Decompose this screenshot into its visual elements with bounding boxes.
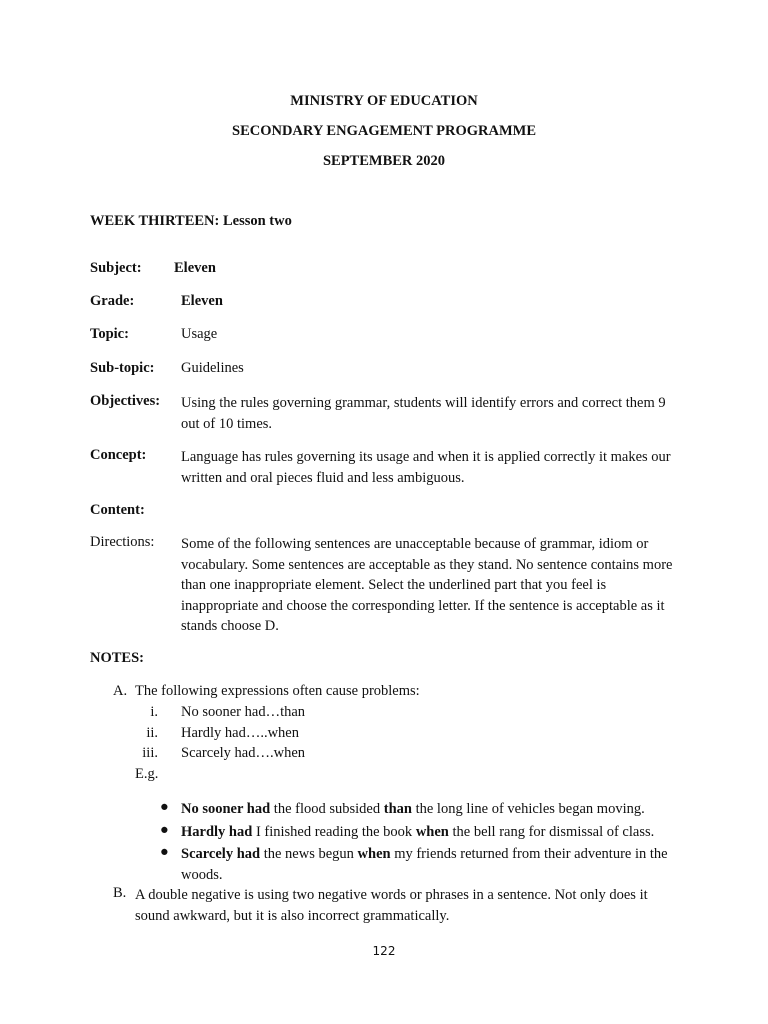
bullet-icon: ● bbox=[160, 844, 169, 860]
week-title: WEEK THIRTEEN: Lesson two bbox=[90, 213, 292, 229]
roman-numeral: ii. bbox=[146, 725, 158, 741]
directions-label: Directions: bbox=[90, 534, 155, 550]
notes-heading: NOTES: bbox=[90, 650, 144, 666]
note-b-text: A double negative is using two negative words or phrases in a sentence. Not only does it sound awkward, but it is also incorrect grammatically. bbox=[135, 887, 648, 924]
example-text: Scarcely had the news begun when my friends returned from their adventure in the woods. bbox=[181, 846, 668, 883]
roman-numeral: iii. bbox=[142, 745, 158, 761]
roman-numeral: i. bbox=[150, 704, 158, 720]
directions-value: Some of the following sentences are unacceptable because of grammar, idiom or vocabulary. Some sentences are acceptable as they stand. No sentence contains more than one inappropriate element. Select the underlined part that you feel is inappropriate and choose the corresponding letter. If the sentence is acceptable as it stands choose D. bbox=[181, 536, 673, 634]
objectives-value: Using the rules governing grammar, students will identify errors and correct them 9 out of 10 times. bbox=[181, 395, 666, 432]
list-item: Hardly had…..when bbox=[181, 725, 299, 741]
subtopic-value: Guidelines bbox=[181, 360, 244, 376]
concept-label: Concept: bbox=[90, 447, 147, 463]
grade-value: Eleven bbox=[181, 293, 223, 309]
bullet-icon: ● bbox=[160, 799, 169, 815]
concept-value: Language has rules governing its usage and when it is applied correctly it makes our written and oral pieces fluid and less ambiguous. bbox=[181, 449, 671, 486]
subtopic-label: Sub-topic: bbox=[90, 360, 155, 376]
header-ministry: MINISTRY OF EDUCATION bbox=[290, 93, 478, 109]
bullet-icon: ● bbox=[160, 822, 169, 838]
objectives-label: Objectives: bbox=[90, 393, 161, 409]
list-item: No sooner had…than bbox=[181, 704, 306, 720]
note-a-text: The following expressions often cause problems: bbox=[135, 683, 420, 699]
note-b-marker: B. bbox=[113, 885, 127, 901]
example-text: No sooner had the flood subsided than the long line of vehicles began moving. bbox=[181, 801, 645, 817]
header-programme: SECONDARY ENGAGEMENT PROGRAMME bbox=[232, 123, 536, 139]
content-label: Content: bbox=[90, 502, 145, 518]
list-item: Scarcely had….when bbox=[181, 745, 306, 761]
subject-label: Subject: bbox=[90, 260, 142, 276]
example-text: Hardly had I finished reading the book when the bell rang for dismissal of class. bbox=[181, 824, 655, 840]
subject-value: Eleven bbox=[174, 260, 216, 276]
eg-label: E.g. bbox=[135, 766, 159, 782]
header-date: SEPTEMBER 2020 bbox=[322, 153, 446, 169]
grade-label: Grade: bbox=[90, 293, 135, 309]
topic-value: Usage bbox=[181, 326, 218, 342]
topic-label: Topic: bbox=[90, 326, 129, 342]
note-a-marker: A. bbox=[113, 683, 128, 699]
page-number: 122 bbox=[372, 944, 396, 958]
